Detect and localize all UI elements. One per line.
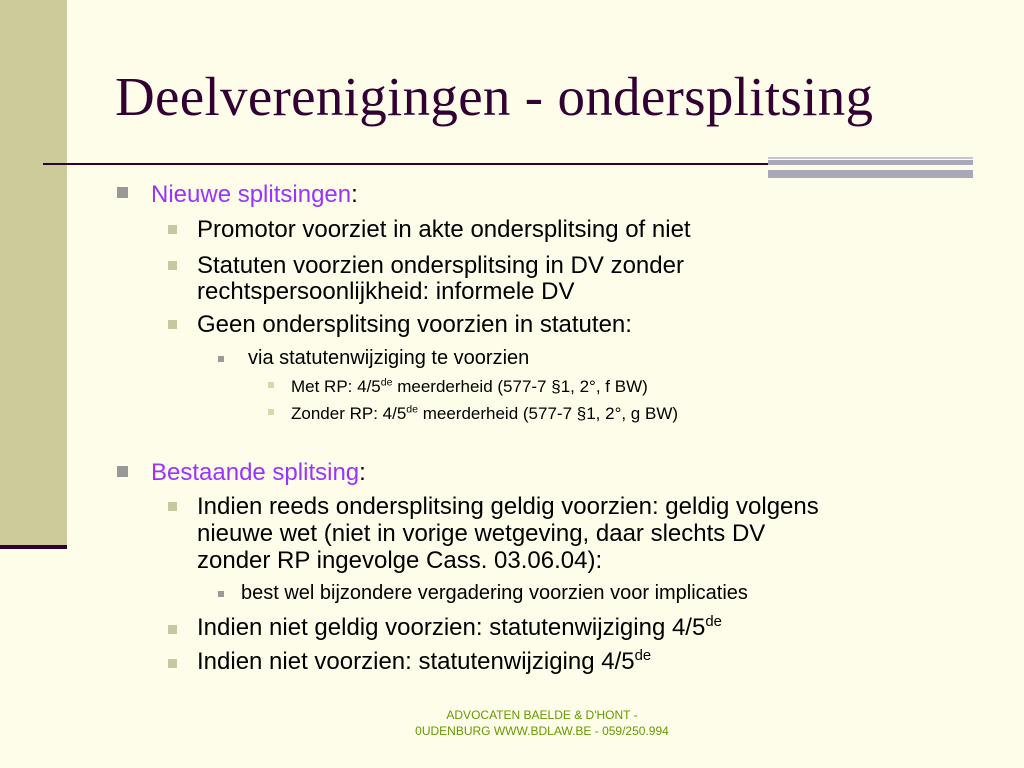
sidebar-divider — [0, 545, 67, 549]
sub-list-item: best wel bijzondere vergadering voorzien voor implicaties — [241, 582, 748, 604]
superscript: de — [380, 376, 393, 389]
heading-text: Nieuwe splitsingen — [151, 181, 352, 208]
list-item: Indien reeds ondersplitsing geldig voorzien: geldig volgens — [197, 493, 819, 520]
sidebar-band — [0, 0, 67, 548]
superscript: de — [705, 614, 722, 630]
square-bullet-icon — [117, 466, 128, 477]
sub-sub-list-item — [291, 403, 678, 424]
text-part: Indien niet voorzien: statutenwijziging 4/5 — [197, 648, 635, 675]
decorative-bar — [768, 157, 973, 159]
list-item-continuation: zonder RP ingevolge Cass. 03.06.04): — [197, 547, 603, 574]
title-rule — [43, 163, 770, 165]
square-bullet-icon — [218, 591, 224, 597]
text-part: Indien niet geldig voorzien: statutenwijziging 4/5 — [197, 614, 706, 641]
square-bullet-icon — [168, 225, 177, 234]
slide-title: Deelverenigingen - ondersplitsing — [115, 66, 874, 127]
list-item-continuation: nieuwe wet (niet in vorige wetgeving, daar slechts DV — [197, 520, 766, 547]
decorative-bar — [768, 170, 973, 178]
square-bullet-icon — [268, 382, 274, 388]
superscript: de — [406, 403, 418, 416]
footer-line-1: ADVOCATEN BAELDE & D'HONT - — [446, 708, 638, 722]
square-bullet-icon — [168, 320, 177, 329]
sub-list-item: via statutenwijziging te voorzien — [248, 347, 530, 369]
superscript: de — [634, 648, 652, 664]
decorative-bar — [768, 160, 973, 165]
text-part: meerderheid (577-7 §1, 2°, f BW) — [392, 377, 648, 396]
square-bullet-icon — [218, 356, 224, 362]
text-part: meerderheid (577-7 §1, 2°, g BW) — [418, 404, 679, 423]
square-bullet-icon — [168, 625, 177, 634]
heading-text: Bestaande splitsing — [151, 459, 360, 486]
list-item — [197, 648, 651, 676]
text-part: Zonder RP: 4/5 — [291, 404, 407, 423]
section-heading-new-splits — [151, 181, 358, 209]
heading-colon: : — [351, 181, 358, 208]
square-bullet-icon — [168, 261, 177, 270]
list-item: Statuten voorzien ondersplitsing in DV zonder — [197, 252, 684, 279]
heading-colon: : — [359, 459, 366, 486]
list-item: Promotor voorziet in akte ondersplitsing of niet — [197, 216, 691, 243]
square-bullet-icon — [168, 502, 177, 511]
list-item — [197, 614, 722, 642]
text-part: Met RP: 4/5 — [291, 377, 381, 396]
square-bullet-icon — [168, 659, 177, 668]
list-item-continuation: rechtspersoonlijkheid: informele DV — [197, 278, 575, 305]
square-bullet-icon — [117, 187, 128, 198]
footer-line-2: 0UDENBURG WWW.BDLAW.BE - 059/250.994 — [415, 724, 669, 738]
list-item: Geen ondersplitsing voorzien in statuten: — [197, 311, 632, 338]
square-bullet-icon — [268, 409, 274, 415]
section-heading-existing-split — [151, 459, 366, 487]
sub-sub-list-item — [291, 376, 648, 397]
